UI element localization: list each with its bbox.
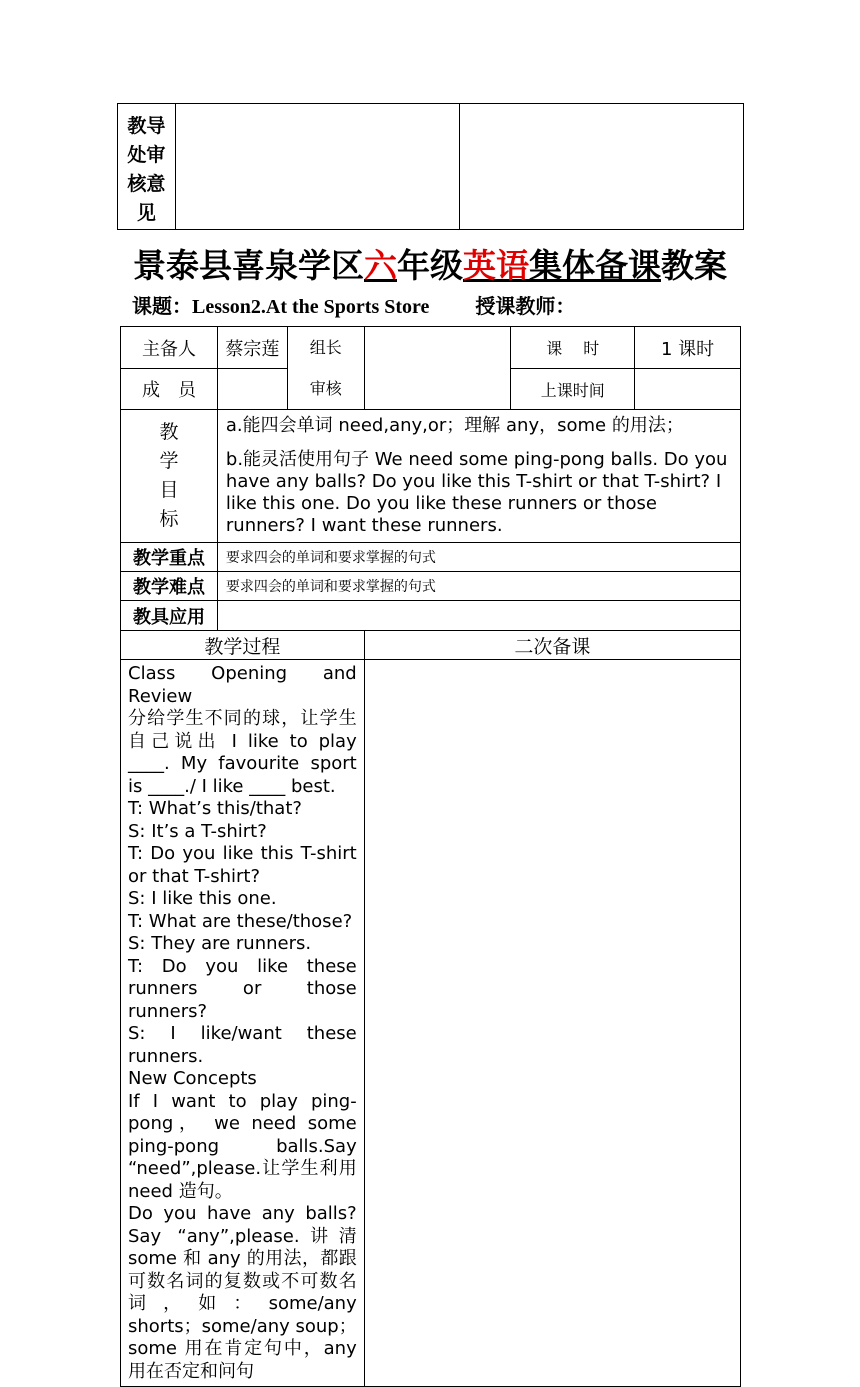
goal-b: b.能灵活使用句子 We need some ping-pong balls. Do you have any balls? Do you like this T-shirt or that T-shirt? I like this one. Do you like these runners or those runners? I want these runners.: [225, 449, 728, 536]
main-preparer-label: 主备人: [141, 338, 196, 360]
main-preparer-label-cell: [121, 327, 218, 369]
goal-a: a.能四会单词 need,any,or；理解 any，some 的用法；: [225, 415, 684, 436]
main-preparer-value: 蔡宗莲: [225, 338, 280, 360]
process-line: T: What are these/those?: [128, 910, 353, 932]
title-school: 景泰县喜泉学区: [133, 246, 364, 285]
process-line: S: It’s a T-shirt?: [128, 820, 267, 842]
goals-label-line: 学: [159, 450, 179, 472]
members-value-cell[interactable]: [217, 369, 287, 410]
class-time-value-cell[interactable]: [635, 369, 741, 410]
teacher-label: 授课教师：: [475, 296, 576, 318]
title-lesson: 课: [628, 246, 661, 285]
class-time-label: 上课时间: [540, 380, 605, 400]
review-opinion-cell-2[interactable]: [459, 104, 743, 230]
key-points-value: 要求四会的单词和要求掌握的句式: [225, 550, 436, 566]
review-table: [117, 103, 744, 230]
review-label-cell: [118, 104, 176, 230]
period-label-cell: [511, 327, 635, 369]
class-time-label-cell: [511, 369, 635, 410]
second-prep-header: 二次备课: [514, 635, 591, 658]
lesson-topic: 课题：Lesson2.At the Sports Store: [132, 296, 430, 318]
process-line: S: I like this one.: [128, 888, 277, 909]
group-leader-value-cell[interactable]: [364, 327, 511, 410]
tools-label: 教具应用: [132, 606, 205, 628]
process-content-cell: [121, 660, 365, 1387]
title-plan: 教案: [661, 246, 727, 285]
process-line: Class Opening and Review: [128, 663, 357, 707]
review-label-line: 见: [136, 202, 156, 224]
review-label-line: 核意: [127, 173, 166, 195]
period-label: 课 时: [546, 339, 600, 358]
goals-label-line: 标: [159, 508, 179, 530]
second-prep-content-cell[interactable]: [364, 660, 740, 1387]
process-line: T: Do you like this T-shirt or that T-shirt?: [128, 843, 357, 887]
title-collective: 集体备: [529, 246, 628, 285]
title-grade-suffix: 年级: [397, 246, 463, 285]
second-prep-header-cell: [364, 631, 740, 660]
key-points-label-cell: [121, 543, 218, 572]
process-line: 分给学生不同的球，让学生自己说出 I like to play ____. My favourite sport is ____./ I like ____ best.: [128, 708, 357, 797]
process-line: T: What’s this/that?: [128, 798, 302, 819]
review-label-line: 教导: [127, 115, 166, 137]
group-leader-cell: [287, 327, 364, 410]
group-leader-label: 组长: [309, 338, 342, 357]
review-label-line: 处审: [127, 144, 166, 166]
title-grade: 六: [364, 246, 397, 285]
process-line: T: Do you like these runners or those runners?: [128, 955, 357, 1022]
process-line: S: I like/want these runners.: [128, 1023, 357, 1067]
lesson-plan-table: [120, 326, 741, 1387]
process-line: New Concepts: [128, 1068, 257, 1089]
goals-label-cell: [121, 410, 218, 543]
tools-label-cell: [121, 601, 218, 631]
process-header: 教学过程: [204, 635, 281, 658]
period-value: 1 课时: [660, 338, 715, 360]
period-value-cell: [635, 327, 741, 369]
review-opinion-cell[interactable]: [175, 104, 459, 230]
process-line: S: They are runners.: [128, 933, 312, 954]
difficult-points-label: 教学难点: [132, 577, 205, 598]
title-subject: 英语: [463, 246, 529, 285]
difficult-points-value: 要求四会的单词和要求掌握的句式: [225, 579, 436, 595]
tools-value-cell[interactable]: [217, 601, 740, 631]
difficult-points-label-cell: [121, 572, 218, 601]
members-label: 成 员: [141, 380, 196, 401]
process-header-cell: [121, 631, 365, 660]
page-title: [0, 240, 860, 287]
review-label-small: 审核: [309, 379, 342, 398]
members-label-cell: [121, 369, 218, 410]
goals-content-cell: [217, 410, 740, 543]
goals-label-line: 目: [159, 479, 179, 501]
key-points-label: 教学重点: [132, 548, 205, 569]
key-points-value-cell: [217, 543, 740, 572]
subtitle: [132, 290, 575, 319]
process-line: If I want to play ping-pong， we need some ping-pong balls.Say “need”,please.让学生利用 need 造句。: [128, 1090, 357, 1202]
main-preparer-value-cell: [217, 327, 287, 369]
review-label: [118, 104, 175, 228]
process-line: Do you have any balls? Say “any”,please.讲清 some 和 any 的用法，都跟可数名词的复数或不可数名词，如：some/any shorts；some/any soup；some 用在肯定句中，any 用在否定和问句: [128, 1203, 357, 1382]
difficult-points-value-cell: [217, 572, 740, 601]
goals-label-line: 教: [159, 421, 179, 443]
